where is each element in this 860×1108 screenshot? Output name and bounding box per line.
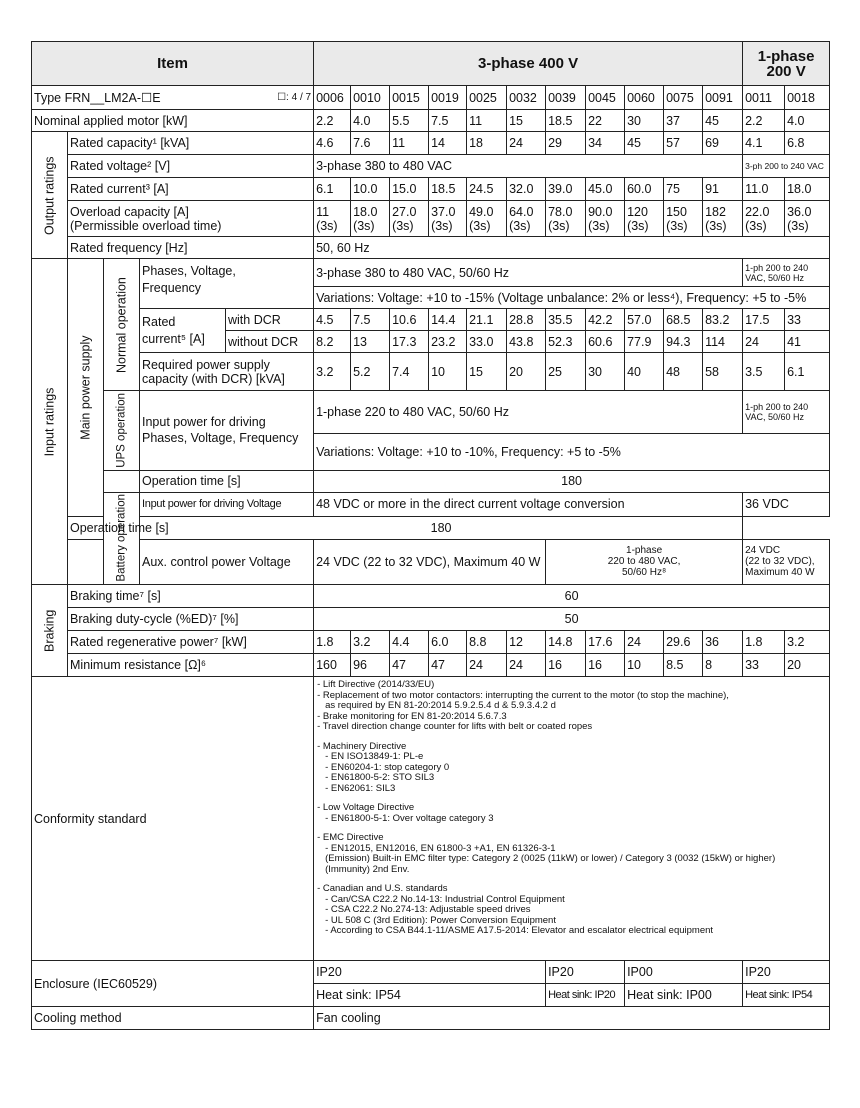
value-cell: 17.5 <box>743 309 785 331</box>
conformity-line: (Emission) Built-in EMC filter type: Category 2 (0025 (11kW) or lower) / Category 3 (0032 (15kW) or higher) <box>325 853 776 865</box>
row-label: Input power for driving <box>142 415 266 430</box>
variations-value: Variations: Voltage: +10 to -15% (Voltage unbalance: 2% or less⁴), Frequency: +5 to -5% <box>314 287 830 309</box>
min-resistance-row <box>32 654 830 677</box>
value-cell: 4.1 <box>743 132 785 155</box>
value-cell: 94.3 <box>664 331 703 353</box>
ups-input-400v: 1-phase 220 to 480 VAC, 50/60 Hz <box>314 391 743 434</box>
model-cell: 0006 <box>314 86 351 110</box>
row-label: Phases, Voltage, <box>142 264 236 278</box>
conformity-line: - EMC Directive <box>317 832 384 844</box>
value-cell: 7.5 <box>429 110 467 132</box>
battery-time-row <box>32 516 830 539</box>
overload-cell: 49.0 (3s) <box>467 201 507 237</box>
value-cell: 7.6 <box>351 132 390 155</box>
value-cell: 114 <box>703 331 743 353</box>
type-label-cell <box>32 86 314 110</box>
model-cell: 0060 <box>625 86 664 110</box>
voltage-400v: 3-phase 380 to 480 VAC <box>314 155 743 178</box>
row-label: Frequency <box>142 281 202 295</box>
conformity-line: - CSA C22.2 No.274-13: Adjustable speed drives <box>325 904 531 916</box>
model-cell: 0039 <box>546 86 586 110</box>
row-label: Rated <box>142 315 176 329</box>
main-power-supply-section: Main power supply <box>68 259 104 517</box>
ups-time-value: 180 <box>314 470 830 492</box>
conformity-line: - EN60204-1: stop category 0 <box>325 761 450 773</box>
overload-cell: 18.0 (3s) <box>351 201 390 237</box>
without-dcr-label: without DCR <box>226 331 314 353</box>
value-cell: 22 <box>586 110 625 132</box>
value-cell: 24 <box>743 331 785 353</box>
overload-row <box>32 201 830 237</box>
aux-value-1: 24 VDC (22 to 32 VDC), Maximum 40 W <box>314 539 546 585</box>
value-cell: 4.5 <box>314 309 351 331</box>
input-ratings-section: Input ratings <box>32 259 68 585</box>
value-cell: 30 <box>586 353 625 391</box>
value-cell: 14 <box>429 132 467 155</box>
row-sublabel: (Permissible overload time) <box>70 218 222 233</box>
conformity-line: - Machinery Directive <box>317 740 407 752</box>
heatsink-d: Heat sink: IP54 <box>743 984 830 1007</box>
conformity-line: as required by EN 81-20:2014 5.9.2.5.4 d & 5.9.3.4.2 d <box>325 700 556 712</box>
value-cell: 4.0 <box>785 110 830 132</box>
model-cell: 0015 <box>390 86 429 110</box>
conformity-line: - Travel direction change counter for lifts with belt or coated ropes <box>317 721 593 733</box>
row-label: capacity (with DCR) [kVA] <box>142 371 285 386</box>
conformity-line: - According to CSA B44.1-11/ASME A17.5-2014: Elevator and escalator electrical equipment <box>325 925 714 937</box>
rated-current-label-cell <box>140 309 226 353</box>
row-label: Overload capacity [A] <box>70 204 189 219</box>
row-label: Rated frequency [Hz] <box>68 237 314 259</box>
conformity-line: - EN ISO13849-1: PL-e <box>325 751 424 763</box>
value-cell: 36 <box>703 631 743 654</box>
row-label: Operation time [s] <box>68 516 140 539</box>
overload-cell: 78.0 (3s) <box>546 201 586 237</box>
type-label: Type FRN__LM2A-☐E <box>34 90 161 105</box>
conformity-line: - EN12015, EN12016, EN 61800-3 +A1, EN 61326-3-1 <box>325 842 556 854</box>
value-cell: 37 <box>664 110 703 132</box>
value-cell: 57.0 <box>625 309 664 331</box>
cooling-row <box>32 1007 830 1030</box>
value-cell: 13 <box>351 331 390 353</box>
model-cell: 0032 <box>507 86 546 110</box>
conformity-line: - EN61800-5-1: Over voltage category 3 <box>325 812 494 824</box>
ups-operation-time-row <box>32 470 830 492</box>
braking-duty-row <box>32 608 830 631</box>
row-label: Minimum resistance [Ω]⁶ <box>68 654 314 677</box>
value-cell: 42.2 <box>586 309 625 331</box>
value-cell: 33.0 <box>467 331 507 353</box>
value-cell: 75 <box>664 178 703 201</box>
overload-cell: 64.0 (3s) <box>507 201 546 237</box>
value-cell: 29.6 <box>664 631 703 654</box>
value-cell: 2.2 <box>314 110 351 132</box>
phases-row <box>32 259 830 287</box>
conformity-line: - Lift Directive (2014/33/EU) <box>317 679 435 691</box>
rated-frequency-row <box>32 237 830 259</box>
type-code: ☐: 4 / 7 <box>277 91 312 103</box>
enclosure-label: Enclosure (IEC60529) <box>32 961 314 1007</box>
aux-value-2-cell: 1-phase 220 to 480 VAC, 50/60 Hz⁸ <box>546 539 743 585</box>
value-cell: 96 <box>351 654 390 677</box>
enclosure-ip-c: IP00 <box>625 961 743 984</box>
value-cell: 15 <box>467 353 507 391</box>
value-cell: 48 <box>664 353 703 391</box>
overload-cell: 36.0 (3s) <box>785 201 830 237</box>
cooling-value: Fan cooling <box>314 1007 830 1030</box>
value-cell: 12 <box>507 631 546 654</box>
overload-cell: 120 (3s) <box>625 201 664 237</box>
model-cell: 0075 <box>664 86 703 110</box>
battery-time-value: 180 <box>140 516 743 539</box>
value-cell: 7.4 <box>390 353 429 391</box>
model-cell: 0019 <box>429 86 467 110</box>
value-cell: 69 <box>703 132 743 155</box>
req-power-label-cell <box>140 353 314 391</box>
value-cell: 17.3 <box>390 331 429 353</box>
value-cell: 60.0 <box>625 178 664 201</box>
conformity-line: - Replacement of two motor contactors: interrupting the current to the motor (to stop the machine), <box>317 689 729 701</box>
value-cell: 20 <box>507 353 546 391</box>
value-cell: 30 <box>625 110 664 132</box>
value-cell: 4.0 <box>351 110 390 132</box>
value-cell: 14.8 <box>546 631 586 654</box>
ups-variations-value: Variations: Voltage: +10 to -10%, Frequency: +5 to -5% <box>314 434 830 471</box>
braking-duty-value: 50 <box>314 608 830 631</box>
aux-control-row <box>32 539 830 585</box>
value-cell: 21.1 <box>467 309 507 331</box>
aux-value-3-cell: 24 VDC (22 to 32 VDC), Maximum 40 W <box>743 539 830 585</box>
phases-400v: 3-phase 380 to 480 VAC, 50/60 Hz <box>314 259 743 287</box>
value-cell: 24 <box>507 654 546 677</box>
value-cell: 24 <box>625 631 664 654</box>
braking-section: Braking <box>32 585 68 677</box>
value-cell: 32.0 <box>507 178 546 201</box>
output-ratings-section: Output ratings <box>32 132 68 259</box>
overload-cell: 90.0 (3s) <box>586 201 625 237</box>
model-cell: 0011 <box>743 86 785 110</box>
value-cell: 5.2 <box>351 353 390 391</box>
conformity-line <box>317 824 826 833</box>
cooling-label: Cooling method <box>32 1007 314 1030</box>
value-cell: 6.1 <box>785 353 830 391</box>
row-label: Braking duty-cycle (%ED)⁷ [%] <box>68 608 314 631</box>
spec-table <box>31 41 830 1030</box>
value-cell: 35.5 <box>546 309 586 331</box>
type-row <box>32 86 830 110</box>
overload-cell: 182 (3s) <box>703 201 743 237</box>
conformity-label: Conformity standard <box>32 677 314 961</box>
row-label: current⁵ [A] <box>142 332 205 346</box>
value-cell: 16 <box>546 654 586 677</box>
rated-current-row <box>32 178 830 201</box>
conformity-line: - EN61800-5-2: STO SIL3 <box>325 772 435 784</box>
value-cell: 14.4 <box>429 309 467 331</box>
braking-time-value: 60 <box>314 585 830 608</box>
conformity-line: - EN62061: SIL3 <box>325 782 396 794</box>
value-cell: 3.5 <box>743 353 785 391</box>
model-cell: 0091 <box>703 86 743 110</box>
row-label: Operation time [s] <box>140 470 314 492</box>
conformity-line: - Canadian and U.S. standards <box>317 883 448 895</box>
value-cell: 2.2 <box>743 110 785 132</box>
overload-cell: 22.0 (3s) <box>743 201 785 237</box>
overload-cell: 11 (3s) <box>314 201 351 237</box>
value-cell: 4.6 <box>314 132 351 155</box>
value-cell: 91 <box>703 178 743 201</box>
value-cell: 39.0 <box>546 178 586 201</box>
value-cell: 10 <box>625 654 664 677</box>
enclosure-ip-b: IP20 <box>546 961 625 984</box>
value-cell: 33 <box>785 309 830 331</box>
enclosure-ip-d: IP20 <box>743 961 830 984</box>
value-cell: 52.3 <box>546 331 586 353</box>
value-cell: 20 <box>785 654 830 677</box>
value-cell: 29 <box>546 132 586 155</box>
value-cell: 45 <box>625 132 664 155</box>
model-cell: 0018 <box>785 86 830 110</box>
item-header: Item <box>32 42 314 86</box>
normal-operation-section: Normal operation <box>104 259 140 391</box>
value-cell: 1.8 <box>743 631 785 654</box>
value-cell: 83.2 <box>703 309 743 331</box>
value-cell: 3.2 <box>351 631 390 654</box>
frequency-value: 50, 60 Hz <box>314 237 830 259</box>
phases-200v: 1-ph 200 to 240 VAC, 50/60 Hz <box>743 259 830 287</box>
value-cell: 10.6 <box>390 309 429 331</box>
regen-power-row <box>32 631 830 654</box>
row-label: Braking time⁷ [s] <box>68 585 314 608</box>
conformity-line: - Brake monitoring for EN 81-20:2014 5.6.7.3 <box>317 710 507 722</box>
braking-time-row <box>32 585 830 608</box>
phases-label-cell <box>140 259 314 309</box>
value-cell: 5.5 <box>390 110 429 132</box>
value-cell: 6.0 <box>429 631 467 654</box>
with-dcr-label: with DCR <box>226 309 314 331</box>
conformity-line: - Can/CSA C22.2 No.14-13: Industrial Control Equipment <box>325 893 565 905</box>
value-cell: 18.5 <box>546 110 586 132</box>
overload-cell: 37.0 (3s) <box>429 201 467 237</box>
value-cell: 8.2 <box>314 331 351 353</box>
value-cell: 17.6 <box>586 631 625 654</box>
rated-capacity-row <box>32 132 830 155</box>
enclosure-ip-a: IP20 <box>314 961 546 984</box>
value-cell: 4.4 <box>390 631 429 654</box>
heatsink-b: Heat sink: IP20 <box>546 984 625 1007</box>
row-label: Rated current³ [A] <box>68 178 314 201</box>
value-cell: 47 <box>390 654 429 677</box>
value-cell: 40 <box>625 353 664 391</box>
value-cell: 10.0 <box>351 178 390 201</box>
enclosure-ip-row <box>32 961 830 984</box>
value-cell: 33 <box>743 654 785 677</box>
value-cell: 68.5 <box>664 309 703 331</box>
battery-input-row <box>32 492 830 516</box>
conformity-text <box>314 677 830 961</box>
conformity-line: - UL 508 C (3rd Edition): Power Conversion Equipment <box>325 914 556 926</box>
ups-input-row <box>32 391 830 434</box>
ups-operation-section: UPS operation <box>104 391 140 471</box>
rated-voltage-row <box>32 155 830 178</box>
value-cell: 8.8 <box>467 631 507 654</box>
value-cell: 10 <box>429 353 467 391</box>
heatsink-c: Heat sink: IP00 <box>625 984 743 1007</box>
value-cell: 24.5 <box>467 178 507 201</box>
value-cell: 18.0 <box>785 178 830 201</box>
overload-cell: 150 (3s) <box>664 201 703 237</box>
group-200v-header: 1-phase 200 V <box>743 42 830 86</box>
battery-input-400v: 48 VDC or more in the direct current voltage conversion <box>314 492 743 516</box>
value-cell: 45 <box>703 110 743 132</box>
model-cell: 0025 <box>467 86 507 110</box>
heatsink-a: Heat sink: IP54 <box>314 984 546 1007</box>
ups-input-label-cell <box>140 391 314 471</box>
row-label: Input power for driving Voltage <box>140 492 314 516</box>
value-cell: 23.2 <box>429 331 467 353</box>
value-cell: 11.0 <box>743 178 785 201</box>
battery-operation-section: Battery operation <box>104 492 140 585</box>
value-cell: 6.1 <box>314 178 351 201</box>
conformity-line: - Low Voltage Directive <box>317 802 415 814</box>
value-cell: 41 <box>785 331 830 353</box>
ups-input-200v: 1-ph 200 to 240 VAC, 50/60 Hz <box>743 391 830 434</box>
row-label: Required power supply <box>142 357 270 372</box>
value-cell: 6.8 <box>785 132 830 155</box>
value-cell: 16 <box>586 654 625 677</box>
value-cell: 43.8 <box>507 331 546 353</box>
value-cell: 57 <box>664 132 703 155</box>
value-cell: 60.6 <box>586 331 625 353</box>
row-label: Rated capacity¹ [kVA] <box>68 132 314 155</box>
value-cell: 1.8 <box>314 631 351 654</box>
value-cell: 45.0 <box>586 178 625 201</box>
conformity-line: (Immunity) 2nd Env. <box>325 863 410 875</box>
value-cell: 3.2 <box>314 353 351 391</box>
row-label: Rated regenerative power⁷ [kW] <box>68 631 314 654</box>
value-cell: 8 <box>703 654 743 677</box>
model-cell: 0010 <box>351 86 390 110</box>
value-cell: 34 <box>586 132 625 155</box>
value-cell: 24 <box>507 132 546 155</box>
value-cell: 3.2 <box>785 631 830 654</box>
value-cell: 58 <box>703 353 743 391</box>
value-cell: 15 <box>507 110 546 132</box>
value-cell: 8.5 <box>664 654 703 677</box>
row-label: Aux. control power Voltage <box>140 539 314 585</box>
group-400v-header: 3-phase 400 V <box>314 42 743 86</box>
row-label: Phases, Voltage, Frequency <box>142 431 299 446</box>
value-cell: 18 <box>467 132 507 155</box>
value-cell: 11 <box>467 110 507 132</box>
value-cell: 47 <box>429 654 467 677</box>
value-cell: 11 <box>390 132 429 155</box>
value-cell: 7.5 <box>351 309 390 331</box>
value-cell: 24 <box>467 654 507 677</box>
value-cell: 28.8 <box>507 309 546 331</box>
voltage-200v: 3-ph 200 to 240 VAC <box>743 155 830 178</box>
overload-label-cell <box>68 201 314 237</box>
value-cell: 18.5 <box>429 178 467 201</box>
battery-input-200v: 36 VDC <box>743 492 830 516</box>
value-cell: 160 <box>314 654 351 677</box>
required-power-row <box>32 353 830 391</box>
model-cell: 0045 <box>586 86 625 110</box>
row-label: Rated voltage² [V] <box>68 155 314 178</box>
overload-cell: 27.0 (3s) <box>390 201 429 237</box>
value-cell: 25 <box>546 353 586 391</box>
motor-label: Nominal applied motor [kW] <box>32 110 314 132</box>
current-with-dcr-row <box>32 309 830 331</box>
conformity-row <box>32 677 830 961</box>
motor-row <box>32 110 830 132</box>
value-cell: 15.0 <box>390 178 429 201</box>
value-cell: 77.9 <box>625 331 664 353</box>
